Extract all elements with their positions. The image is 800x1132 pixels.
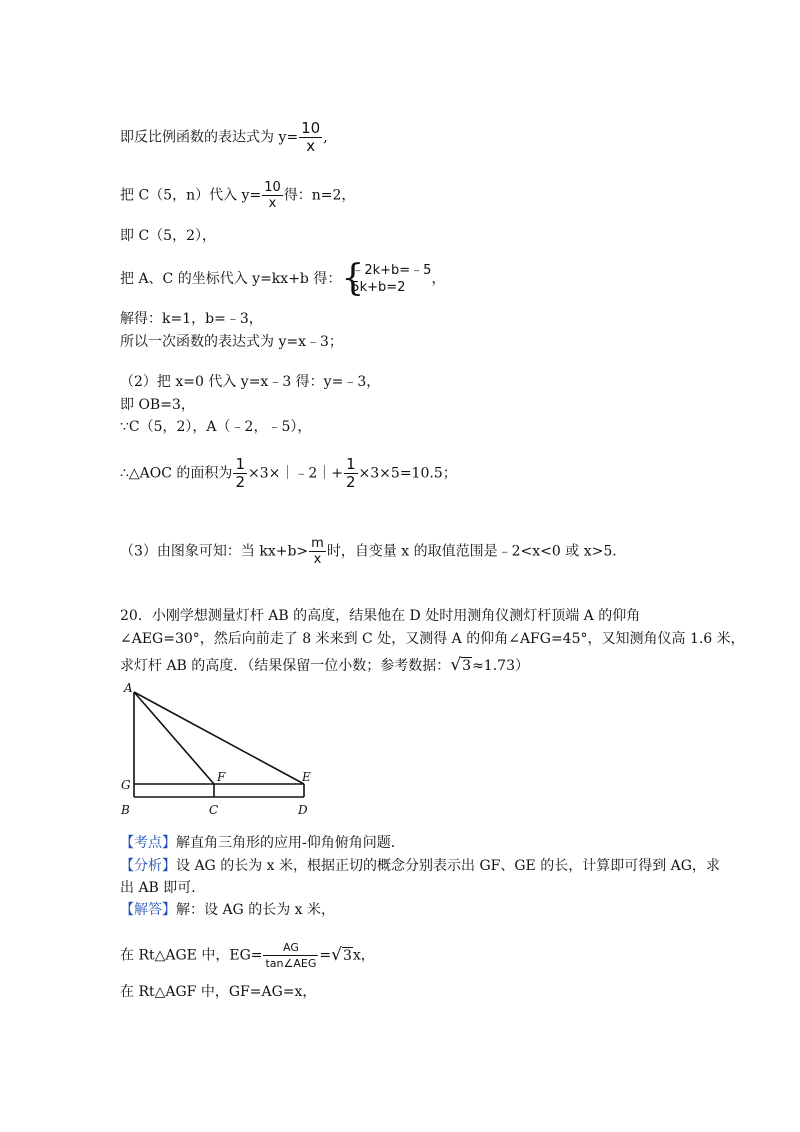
- kaodian-line: 【考点】解直角三角形的应用-仰角俯角问题．: [120, 835, 405, 851]
- radical-icon: √: [331, 944, 342, 965]
- answer-line-8: 即 OB=3，: [120, 397, 195, 413]
- equation-system: { ﹣2k+b=﹣5 5k+b=2: [341, 258, 432, 299]
- answer-line-9: ∵C（5，2），A（﹣2，﹣5），: [120, 419, 312, 435]
- sqrt-3: √3: [450, 655, 472, 675]
- line-AF: [134, 692, 214, 784]
- fenxi-line-1: 【分析】设 AG 的长为 x 米，根据正切的概念分别表示出 GF、GE 的长，计算即可得到 AG，求: [120, 858, 720, 874]
- kaodian-tag: 【考点】: [120, 835, 176, 851]
- solution-line-2: 在 Rt△AGF 中，GF=AG=x，: [120, 984, 317, 1000]
- jieda-tag: 【解答】: [120, 902, 176, 918]
- answer-line-1: 即反比例函数的表达式为 y= $\frac{10}{x}$ ,: [120, 119, 328, 155]
- answer-line-3: 即 C（5，2），: [120, 228, 216, 244]
- label-G: G: [121, 778, 131, 792]
- fenxi-tag: 【分析】: [120, 858, 176, 874]
- fraction-m-over-x: $\frac{m}{x}$: [311, 536, 324, 567]
- answer-line-2: 把 C（5，n）代入 y= $\frac{10}{x}$ 得：n=2，: [120, 180, 356, 211]
- fraction-one-half: $\frac{1}{2}$: [346, 455, 356, 491]
- answer-line-6: 所以一次函数的表达式为 y=x﹣3；: [120, 334, 343, 350]
- lamp-post-diagram: [118, 680, 318, 825]
- label-A: A: [124, 681, 133, 695]
- answer-line-11: （3）由图象可知：当 kx+b> $\frac{m}{x}$ 时，自变量 x 的取值范围是﹣2<x<0 或 x>5.: [120, 536, 617, 567]
- label-C: C: [209, 803, 219, 817]
- label-D: D: [298, 803, 308, 817]
- question-20-line-1: 20．小刚学想测量灯杆 AB 的高度，结果他在 D 处时用测角仪测灯杆顶端 A 的仰角: [120, 608, 641, 624]
- fenxi-line-2: 出 AB 即可．: [120, 880, 206, 896]
- label-E: E: [302, 770, 311, 784]
- radical-icon: √: [450, 655, 462, 675]
- answer-line-4: 把 A、C 的坐标代入 y=kx+b 得： { ﹣2k+b=﹣5 5k+b=2 ，: [120, 258, 446, 299]
- fraction-AG-over-tan: $\frac{AG}{\text{tan∠AEG}}$: [265, 941, 317, 970]
- fraction-10-over-x: $\frac{10}{x}$: [264, 180, 281, 211]
- answer-line-5: 解得：k=1，b=﹣3，: [120, 311, 263, 327]
- answer-line-7: （2）把 x=0 代入 y=x﹣3 得：y=﹣3，: [120, 374, 381, 390]
- sqrt-3: √3: [331, 944, 352, 965]
- fraction-10-over-x: $\frac{10}{x}$: [301, 119, 321, 155]
- label-B: B: [121, 803, 130, 817]
- question-20-line-3: 求灯杆 AB 的高度．（结果保留一位小数；参考数据：√3≈1.73）: [120, 655, 529, 675]
- label-F: F: [217, 770, 226, 784]
- fraction-one-half: $\frac{1}{2}$: [235, 455, 245, 491]
- answer-line-10: ∴△AOC 的面积为 $\frac{1}{2}$ ×3×｜﹣2｜+ $\frac{1}{2}$ ×3×5=10.5；: [120, 455, 457, 491]
- brace-icon: {: [341, 258, 365, 299]
- question-20-line-2: ∠AEG=30°，然后向前走了 8 米来到 C 处，又测得 A 的仰角∠AFG=45°，又知测角仪高 1.6 米，: [120, 631, 745, 647]
- solution-line-1: 在 Rt△AGE 中，EG= $\frac{AG}{\text{tan∠AEG}}$ =√3x，: [120, 941, 375, 970]
- jieda-line: 【解答】解：设 AG 的长为 x 米，: [120, 902, 335, 918]
